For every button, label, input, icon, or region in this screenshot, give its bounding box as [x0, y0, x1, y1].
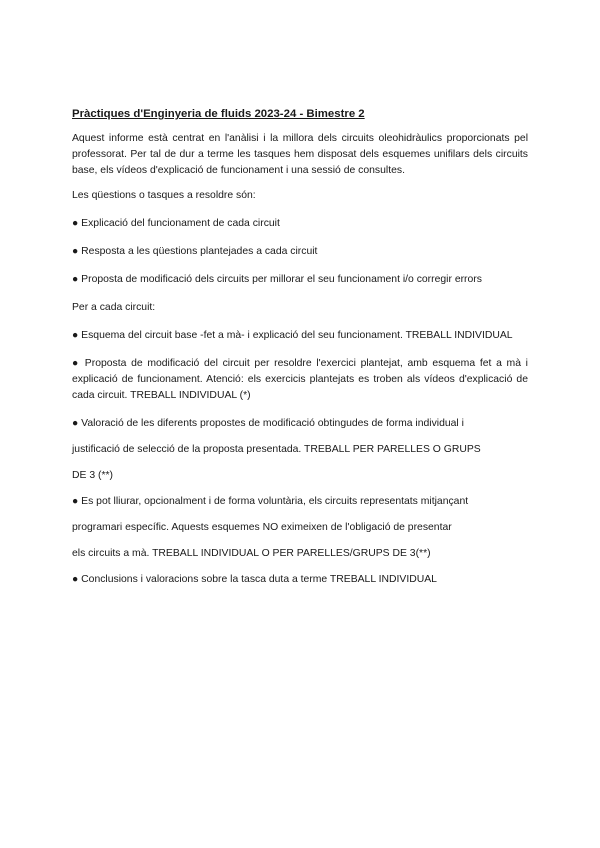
circuit-item-valuation-line: DE 3 (**) [72, 470, 113, 481]
circuit-item-valuation-line: justificació de selecció de la proposta presentada. TREBALL PER PARELLES O GRUPS [72, 444, 481, 455]
circuit-item-optional-line: ● Es pot lliurar, opcionalment i de forma voluntària, els circuits representats mitjançant [72, 494, 528, 510]
document-body [72, 106, 528, 598]
circuit-item-scheme: ● Esquema del circuit base -fet a mà- i explicació del seu funcionament. TREBALL INDIVIDUAL [72, 328, 528, 344]
circuit-item-valuation-line: ● Valoració de les diferents propostes de modificació obtingudes de forma individual i [72, 416, 528, 432]
per-circuit-heading: Per a cada circuit: [72, 302, 156, 313]
circuit-item-proposal: ● Proposta de modificació del circuit per resoldre l'exercici plantejat, amb esquema fet a mà i explicació de funcionament. Atenció: els exercicis plantejats es troben als vídeos d'explicació de cada circuit. TREBALL INDIVIDUAL (*) [72, 356, 528, 404]
intro-paragraph: Aquest informe està centrat en l'anàlisi i la millora dels circuits oleohidràulics proporcionats pel professorat. Per tal de dur a terme les tasques hem disposat dels esquemes unifilars dels circuits base, els vídeos d'explicació de funcionament i una sessió de consultes. [72, 133, 528, 176]
questions-heading: Les qüestions o tasques a resoldre són: [72, 190, 256, 201]
circuit-item-conclusions: ● Conclusions i valoracions sobre la tasca duta a terme TREBALL INDIVIDUAL [72, 572, 528, 588]
circuit-item-optional-line: els circuits a mà. TREBALL INDIVIDUAL O PER PARELLES/GRUPS DE 3(**) [72, 548, 431, 559]
task-item: ● Proposta de modificació dels circuits per millorar el seu funcionament i/o corregir errors [72, 272, 528, 288]
task-item: ● Explicació del funcionament de cada circuit [72, 216, 528, 232]
document-title: Pràctiques d'Enginyeria de fluids 2023-24 - Bimestre 2 [72, 108, 365, 120]
circuit-item-optional-line: programari específic. Aquests esquemes NO eximeixen de l'obligació de presentar [72, 522, 452, 533]
task-item: ● Resposta a les qüestions plantejades a cada circuit [72, 244, 528, 260]
